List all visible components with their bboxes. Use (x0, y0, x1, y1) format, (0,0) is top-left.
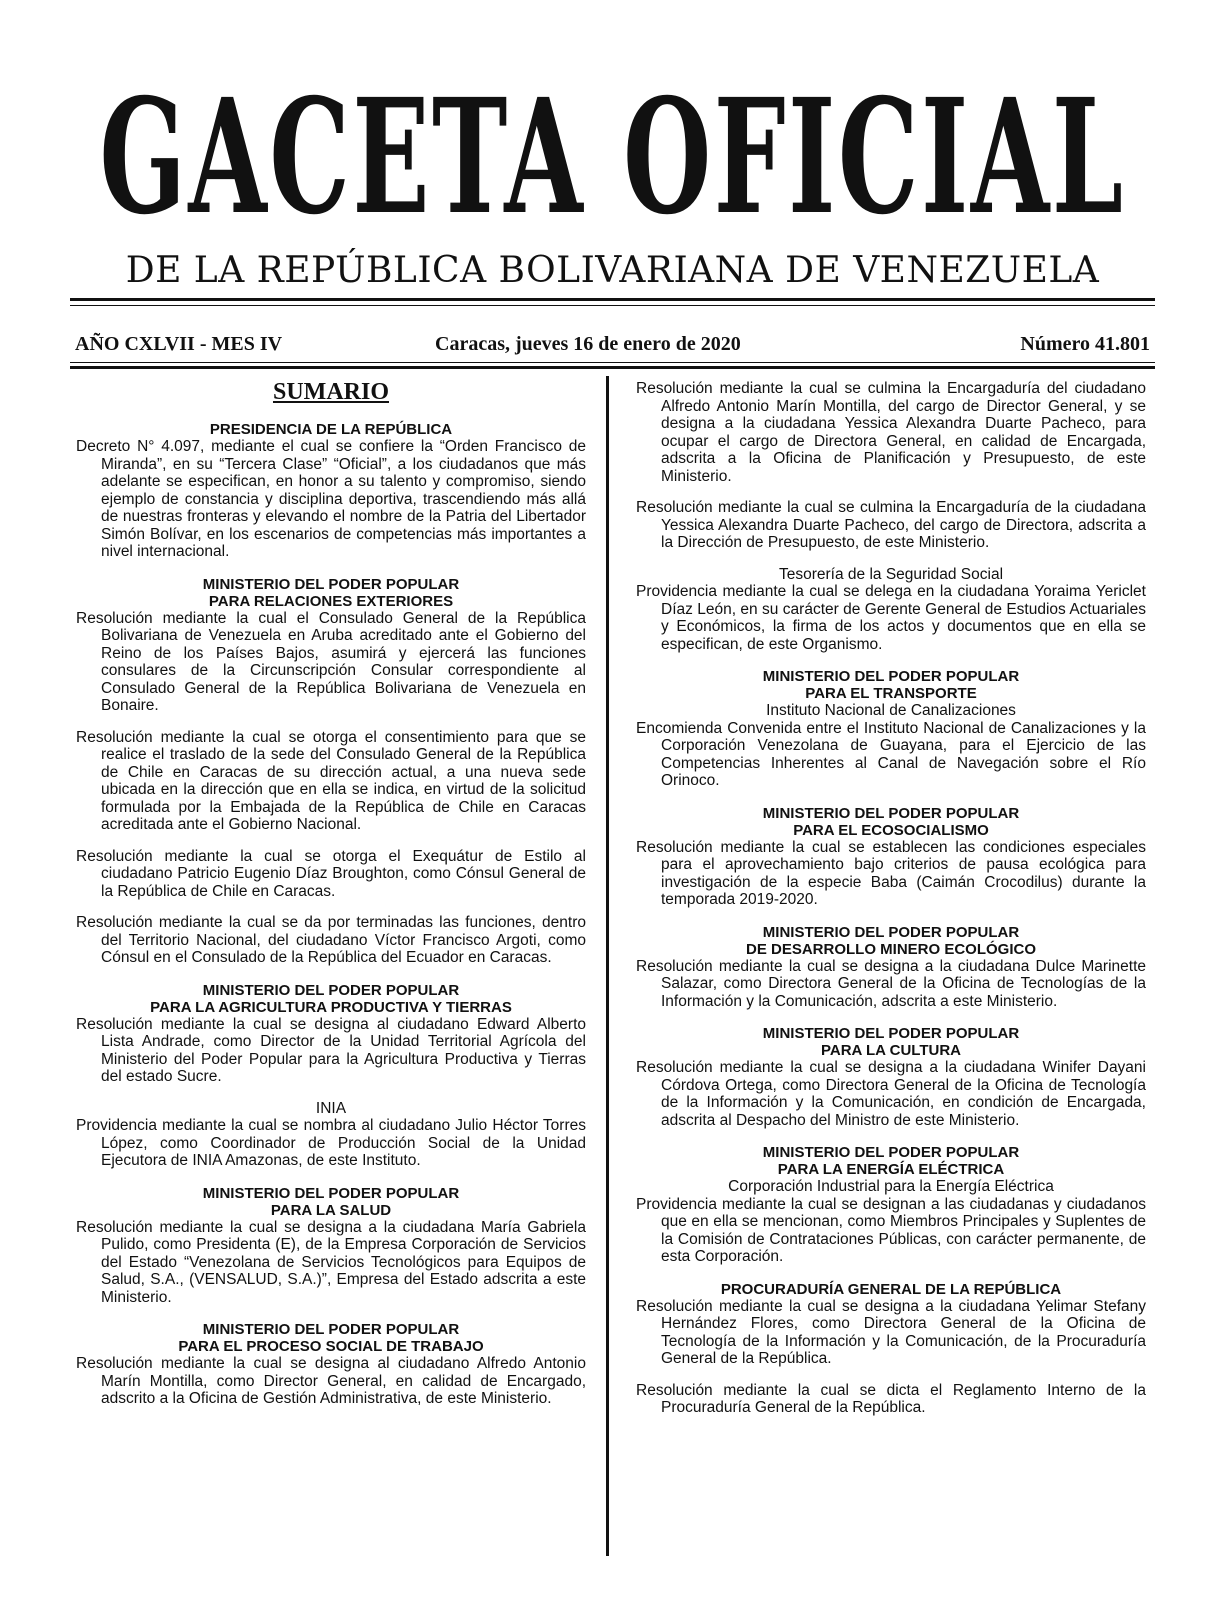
sumario-entry: Resolución mediante la cual se otorga el consentimiento para que se realice el traslado de la sede del Consulado General de la República de Chile en Caracas de su dirección actual, a una nueva sede ubicada en la dirección que en ella se indica, en virtud de la solicitud formulada por la Embajada de la República de Chile en Caracas acreditada ante el Gobierno Nacional. (76, 728, 586, 833)
header-rule-bottom-thin (70, 362, 1155, 363)
column-divider (606, 376, 609, 1556)
section-heading-line: PARA RELACIONES EXTERIORES (208, 592, 454, 610)
sumario-title: SUMARIO (272, 379, 389, 405)
sumario-entry: Resolución mediante la cual se designa a la ciudadana Winifer Dayani Córdova Ortega, como Directora General de la Oficina de Tecnología de la Información y la Comunicación, en condición de Encargada, adscrita al Despacho del Ministro de este Ministerio. (636, 1059, 1146, 1129)
sumario-entry: Providencia mediante la cual se delega en la ciudadana Yoraima Yericlet Díaz León, en su carácter de Gerente General de Estudios Actuariales y Económicos, la firma de los actos y documentos que en ella se especifican, de este Organismo. (636, 583, 1146, 653)
sumario-entry: Providencia mediante la cual se designan a las ciudadanas y ciudadanos que en ella se mencionan, como Miembros Principales y Suplentes de la Comisión de Contrataciones Públicas, con carácter permanente, de esta Corporación. (636, 1195, 1146, 1265)
issue-number: Número 41.801 (1020, 333, 1150, 355)
sumario-right-column (636, 380, 1146, 1417)
header-rule-top (70, 298, 1155, 301)
section-heading (636, 924, 1146, 958)
section-heading-line: MINISTERIO DEL PODER POPULAR (762, 1144, 1020, 1161)
section-heading (636, 805, 1146, 839)
masthead-subtitle: DE LA REPÚBLICA BOLIVARIANA DE VENEZUELA (125, 250, 1100, 291)
section-heading-line: DE DESARROLLO MINERO ECOLÓGICO (745, 940, 1036, 958)
issue-year-month: AÑO CXLVII - MES IV (75, 333, 283, 355)
section-heading-line: MINISTERIO DEL PODER POPULAR (762, 668, 1020, 685)
sumario-left-column (76, 378, 586, 1408)
section-heading (636, 668, 1146, 702)
issue-line (75, 333, 1150, 359)
section-heading (636, 1281, 1146, 1298)
section-heading (76, 576, 586, 610)
section-heading-line: MINISTERIO DEL PODER POPULAR (202, 575, 460, 593)
sumario-entry: Resolución mediante la cual se da por terminadas las funciones, dentro del Territorio Nacional, del ciudadano Víctor Francisco Argoti, como Cónsul en el Consulado de la República del Ecuador en Caracas. (76, 914, 586, 966)
section-heading (76, 1321, 586, 1355)
section-subheading: Instituto Nacional de Canalizaciones (766, 702, 1016, 719)
section-subheading: INIA (315, 1099, 347, 1117)
section-heading-line: MINISTERIO DEL PODER POPULAR (762, 1025, 1020, 1042)
section-heading-line: PROCURADURÍA GENERAL DE LA REPÚBLICA (720, 1280, 1062, 1298)
header-rule-top-thin (70, 305, 1155, 306)
issue-date: Caracas, jueves 16 de enero de 2020 (435, 333, 741, 355)
section-subheading: Tesorería de la Seguridad Social (778, 565, 1004, 583)
sumario-entry: Resolución mediante la cual se culmina la Encargaduría del ciudadano Alfredo Antonio Marín Montilla, del cargo de Director General, y se designa a la ciudadana Yessica Alexandra Duarte Pacheco, para ocupar el cargo de Directora General, en calidad de Encargada, adscrita a la Oficina de Planificación y Presupuesto, de este Ministerio. (636, 380, 1146, 485)
sumario-entry: Decreto N° 4.097, mediante el cual se confiere la “Orden Francisco de Miranda”, en su “Tercera Clase” “Oficial”, a los ciudadanos que más adelante se especifican, en honor a su talento y compromiso, siendo ejemplo de constancia y disciplina deportiva, trascendiendo más allá de nuestras fronteras y elevando el nombre de la Patria del Libertador Simón Bolívar, en los escenarios de competencias más importantes a nivel internacional. (76, 438, 586, 560)
section-heading (76, 421, 586, 438)
section-heading-line: PARA EL PROCESO SOCIAL DE TRABAJO (178, 1338, 484, 1355)
sumario-entry: Resolución mediante la cual se designa a la ciudadana Dulce Marinette Salazar, como Directora General de la Oficina de Tecnologías de la Información y la Comunicación, adscrita a este Ministerio. (636, 957, 1146, 1010)
section-subheading: Corporación Industrial para la Energía Eléctrica (728, 1178, 1054, 1195)
section-heading-line: PARA LA AGRICULTURA PRODUCTIVA Y TIERRAS (150, 998, 512, 1016)
sumario-entry: Resolución mediante la cual se designa al ciudadano Alfredo Antonio Marín Montilla, como Director General, en calidad de Encargado, adscrito a la Oficina de Gestión Administrativa, de este Ministerio. (76, 1355, 586, 1407)
section-heading-line: MINISTERIO DEL PODER POPULAR (202, 981, 460, 999)
section-heading-line: MINISTERIO DEL PODER POPULAR (762, 923, 1020, 941)
sumario-entry: Resolución mediante la cual se designa a la ciudadana María Gabriela Pulido, como Presidenta (E), de la Empresa Corporación de Servicios del Estado “Venezolana de Servicios Tecnológicos para Equipos de Salud, S.A., (VENSALUD, S.A.)”, Empresa del Estado adscrita a este Ministerio. (76, 1218, 586, 1306)
section-heading-line: PARA EL TRANSPORTE (805, 685, 977, 702)
section-heading-line: PARA LA ENERGÍA ELÉCTRICA (777, 1161, 1005, 1178)
sumario-entry: Resolución mediante la cual el Consulado General de la República Bolivariana de Venezuela en Aruba acreditado ante el Gobierno del Reino de los Países Bajos, asumirá y ejercerá las funciones consulares de la Circunscripción Consular correspondiente al Consulado General de la República Bolivariana de Venezuela en Bonaire. (76, 609, 586, 714)
masthead-title: GACETA OFICIAL (99, 64, 1126, 250)
section-heading-line: MINISTERIO DEL PODER POPULAR (202, 1321, 460, 1338)
section-heading (76, 982, 586, 1016)
sumario-entry: Resolución mediante la cual se culmina la Encargaduría de la ciudadana Yessica Alexandra Duarte Pacheco, del cargo de Directora, adscrita a la Dirección de Presupuesto, de este Ministerio. (636, 499, 1146, 551)
section-heading-line: PRESIDENCIA DE LA REPÚBLICA (209, 421, 453, 438)
section-heading-line: PARA EL ECOSOCIALISMO (793, 821, 989, 839)
sumario-entry: Resolución mediante la cual se establecen las condiciones especiales para el aprovechamiento bajo criterios de pausa ecológica para investigación de la especie Baba (Caimán Crocodilus) durante la temporada 2019-2020. (636, 838, 1146, 908)
section-heading-line: MINISTERIO DEL PODER POPULAR (762, 804, 1020, 822)
section-heading-line: PARA LA CULTURA (821, 1042, 961, 1059)
section-heading-line: PARA LA SALUD (270, 1201, 392, 1219)
sumario-entry: Resolución mediante la cual se otorga el Exequátur de Estilo al ciudadano Patricio Eugenio Díaz Broughton, como Cónsul General de la República de Chile en Caracas. (76, 847, 586, 900)
sumario-entry: Encomienda Convenida entre el Instituto Nacional de Canalizaciones y la Corporación Venezolana de Guayana, para el Ejercicio de las Competencias Inherentes al Canal de Navegación sobre el Río Orinoco. (636, 719, 1146, 789)
sumario-entry: Providencia mediante la cual se nombra al ciudadano Julio Héctor Torres López, como Coordinador de Producción Social de la Unidad Ejecutora de INIA Amazonas, de este Instituto. (76, 1117, 586, 1169)
section-heading-line: MINISTERIO DEL PODER POPULAR (202, 1184, 460, 1202)
sumario-entry: Resolución mediante la cual se designa al ciudadano Edward Alberto Lista Andrade, como Director de la Unidad Territorial Agrícola del Ministerio del Poder Popular para la Agricultura Productiva y Tierras del estado Sucre. (76, 1015, 586, 1085)
section-heading (636, 1144, 1146, 1178)
sumario-entry: Resolución mediante la cual se dicta el Reglamento Interno de la Procuraduría General de la República. (636, 1381, 1146, 1416)
sumario-entry: Resolución mediante la cual se designa a la ciudadana Yelimar Stefany Hernández Flores, como Directora General de la Oficina de Tecnología de la Información y la Comunicación, de la Procuraduría General de la República. (636, 1297, 1146, 1367)
section-heading (76, 1185, 586, 1219)
section-heading (636, 1025, 1146, 1059)
header-rule-bottom (70, 366, 1155, 369)
